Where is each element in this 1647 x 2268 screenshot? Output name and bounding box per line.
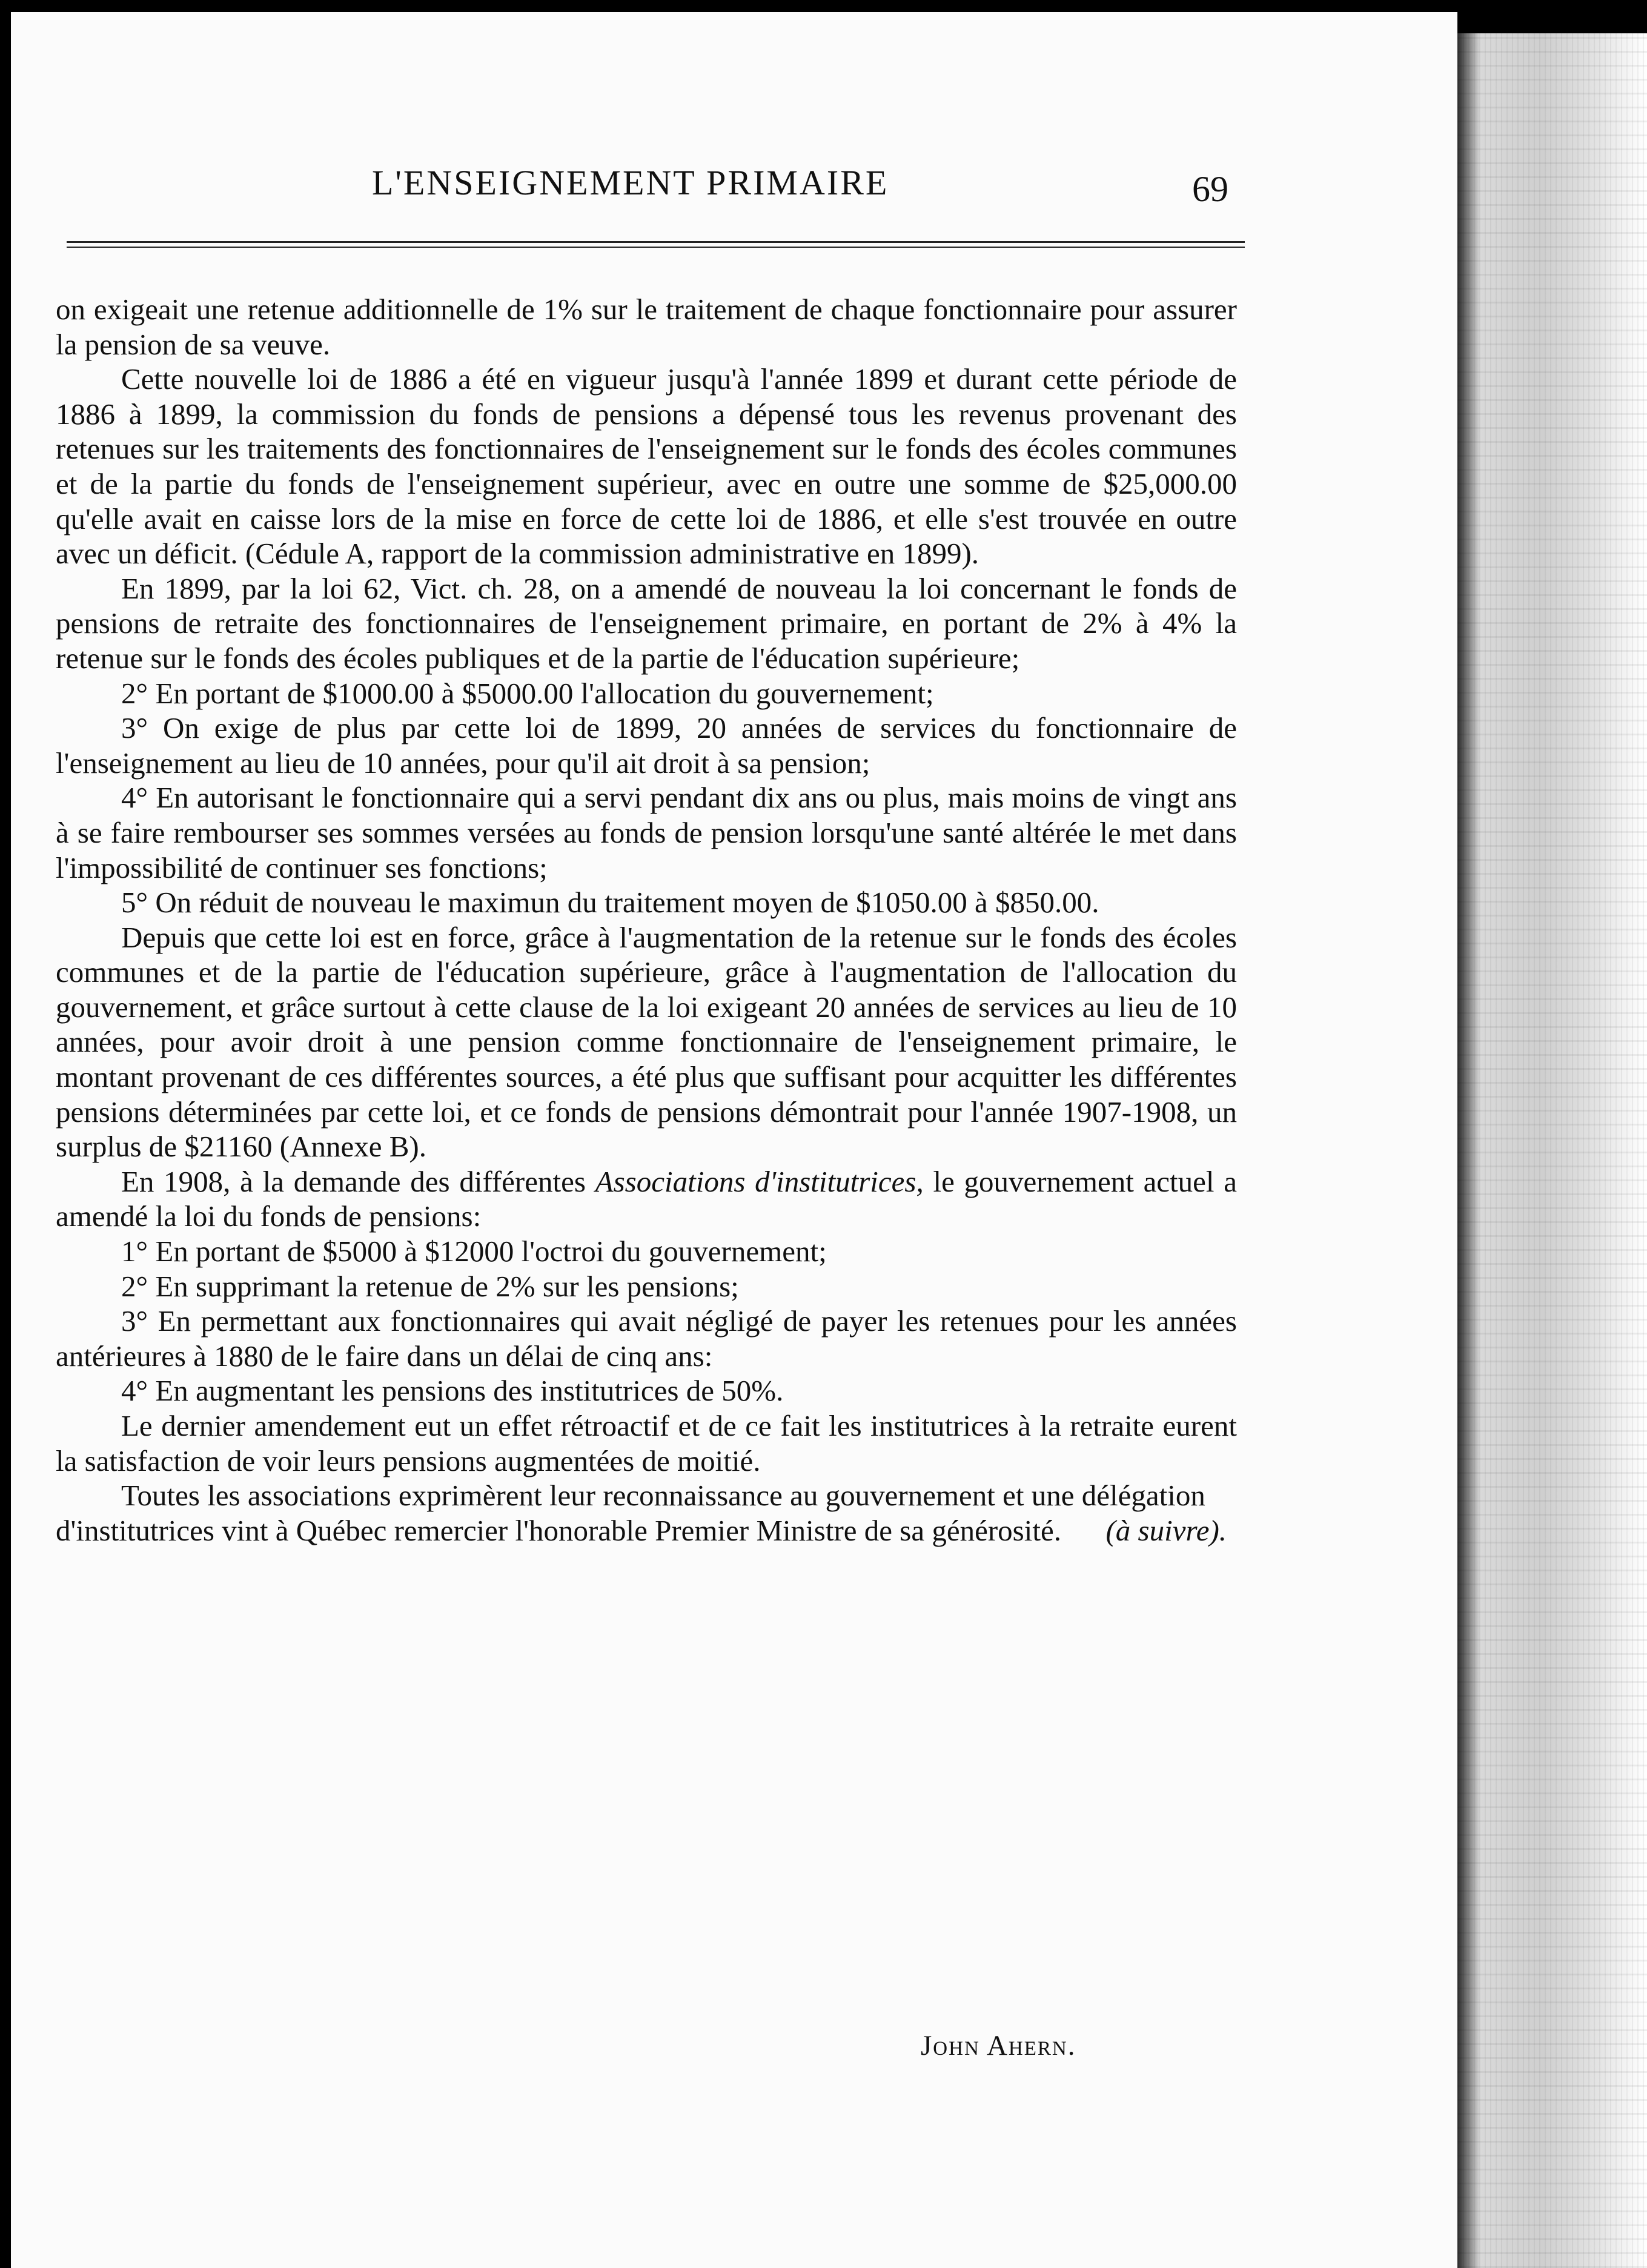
paragraph-text: Toutes les associations exprimèrent leur reconnaissance au gouvernement et une délégation d'institutrices vint à Québec remercier l'honorable Premier Ministre de sa générosité. <box>56 1479 1205 1547</box>
paragraph <box>56 1478 1237 1548</box>
list-item: 3° En permettant aux fonctionnaires qui avait négligé de payer les retenues pour les années antérieures à 1880 de le faire dans un délai de cinq ans: <box>56 1304 1237 1373</box>
paragraph-text: le gouvernement actuel a amendé la loi du fonds de pensions: <box>56 1164 1238 1233</box>
list-item: 3° On exige de plus par cette loi de 1899, 20 années de services du fonctionnaire de l'enseignement au lieu de 10 années, pour qu'il ait droit à sa pension; <box>56 711 1237 780</box>
paragraph: Le dernier amendement eut un effet rétroactif et de ce fait les institutrices à la retraite eurent la satisfaction de voir leurs pensions augmentées de moitié. <box>56 1409 1237 1477</box>
list-item: 4° En autorisant le fonctionnaire qui a servi pendant dix ans ou plus, mais moins de vingt ans à se faire rembourser ses sommes versées au fonds de pension lorsqu'une santé altérée le met dans l'impossibilité de continuer ses fonctions; <box>56 781 1237 884</box>
paragraph: on exigeait une retenue additionnelle de 1% sur le traitement de chaque fonctionnaire pour assurer la pension de sa veuve. <box>56 293 1237 361</box>
list-item: 4° En augmentant les pensions des institutrices de 50%. <box>121 1374 784 1408</box>
header-rule-secondary <box>67 247 1245 248</box>
paragraph: Cette nouvelle loi de 1886 a été en vigueur jusqu'à l'année 1899 et durant cette période de 1886 à 1899, la commission du fonds de pensions a dépensé tous les revenus provenant des retenues sur les traitements des fonctionnaires de l'enseignement sur le fonds des écoles communes et de la partie du fonds de l'enseignement supérieur, avec en outre une somme de $25,000.00 qu'elle avait en caisse lors de la mise en force de cette loi de 1886, et elle s'est trouvée en outre avec un déficit. (Cédule A, rapport de la commission administrative en 1899). <box>56 362 1237 571</box>
page-number: 69 <box>1192 169 1228 209</box>
list-item: 2° En portant de $1000.00 à $5000.00 l'allocation du gouvernement; <box>121 676 934 710</box>
paragraph: En 1899, par la loi 62, Vict. ch. 28, on a amendé de nouveau la loi concernant le fonds de pensions de retraite des fonctionnaires de l'enseignement primaire, en portant de 2% à 4% la retenue sur le fonds des écoles publiques et de la partie de l'éducation supérieure; <box>56 571 1237 675</box>
book-gutter-shadow <box>1457 33 1647 2268</box>
paragraph: Depuis que cette loi est en force, grâce à l'augmentation de la retenue sur le fonds des écoles communes et de la partie de l'éducation supérieure, grâce à l'augmentation de l'allocation du gouvernement, et grâce surtout à cette clause de la loi exigeant 20 années de services au lieu de 10 années, pour avoir droit à une pension comme fonctionnaire de l'enseignement primaire, le montant provenant de ces différentes sources, a été plus que suffisant pour acquitter les différentes pensions déterminées par cette loi, et ce fonds de pensions démontrait pour l'année 1907-1908, un surplus de $21160 (Annexe B). <box>56 920 1237 1164</box>
list-item: 5° On réduit de nouveau le maximun du traitement moyen de $1050.00 à $850.00. <box>121 886 1099 920</box>
running-header-title: L'ENSEIGNEMENT PRIMAIRE <box>372 163 889 202</box>
author-signature: John Ahern. <box>921 2030 1076 2061</box>
header-rule <box>67 241 1245 243</box>
list-item: 1° En portant de $5000 à $12000 l'octroi du gouvernement; <box>121 1235 827 1268</box>
list-item: 2° En supprimant la retenue de 2% sur les pensions; <box>121 1269 739 1303</box>
continuation-note: (à suivre). <box>1105 1513 1227 1547</box>
paragraph <box>56 1164 1237 1234</box>
article-body <box>56 292 1237 1548</box>
italic-text: Associations d'institutrices, <box>595 1164 924 1198</box>
paragraph-text: En 1908, à la demande des différentes <box>121 1164 595 1198</box>
